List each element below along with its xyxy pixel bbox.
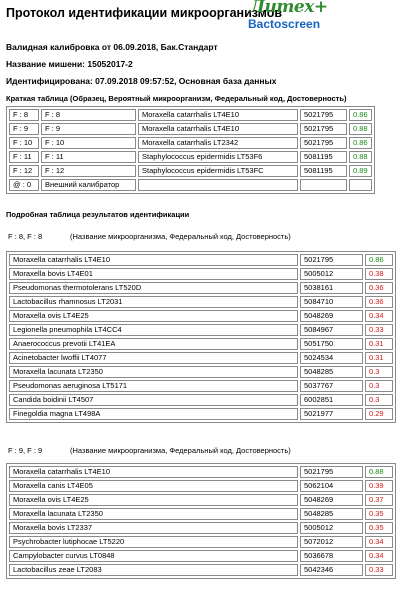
table-row xyxy=(9,268,393,280)
confidence-cell: 0.34 xyxy=(365,310,393,322)
organism-cell: Moraxella bovis LT4E01 xyxy=(9,268,298,280)
organism-cell: Moraxella canis LT4E05 xyxy=(9,480,298,492)
report-header xyxy=(0,0,400,36)
federal-code-cell: 5048285 xyxy=(300,366,363,378)
sample-id-cell: F : 10 xyxy=(9,137,39,149)
organism-cell: Moraxella catarrhalis LT2342 xyxy=(138,137,298,149)
federal-code-cell: 5021795 xyxy=(300,123,347,135)
organism-cell: Moraxella lacunata LT2350 xyxy=(9,508,298,520)
federal-code-cell: 5036678 xyxy=(300,550,363,562)
table-row xyxy=(9,394,393,406)
summary-row xyxy=(9,165,372,177)
federal-code-cell: 5021795 xyxy=(300,466,363,478)
table-row xyxy=(9,508,393,520)
confidence-cell: 0.31 xyxy=(365,352,393,364)
confidence-cell: 0.89 xyxy=(349,165,372,177)
confidence-cell: 0.34 xyxy=(365,536,393,548)
calibration-line: Валидная калибровка от 06.09.2018, Бак.Стандарт xyxy=(6,42,218,52)
federal-code-cell: 5048269 xyxy=(300,310,363,322)
group-label: F : 8, F : 8 xyxy=(8,232,43,241)
confidence-cell: 0.37 xyxy=(365,494,393,506)
sample-id-cell: F : 9 xyxy=(9,123,39,135)
organism-cell: Lactobacillus zeae LT2083 xyxy=(9,564,298,576)
confidence-cell: 0.38 xyxy=(365,268,393,280)
organism-cell: Anaerococcus prevotii LT41EA xyxy=(9,338,298,350)
federal-code-cell: 5081195 xyxy=(300,151,347,163)
organism-cell: Moraxella bovis LT2337 xyxy=(9,522,298,534)
confidence-cell: 0.88 xyxy=(349,151,372,163)
sample-id-cell: F : 8 xyxy=(9,109,39,121)
sample-name-cell: F : 11 xyxy=(41,151,136,163)
table-row xyxy=(9,408,393,420)
organism-cell: Staphylococcus epidermidis LT53F6 xyxy=(138,151,298,163)
confidence-cell: 0.3 xyxy=(365,394,393,406)
confidence-cell: 0.86 xyxy=(349,109,372,121)
organism-cell: Moraxella catarrhalis LT4E10 xyxy=(138,123,298,135)
summary-row xyxy=(9,179,372,191)
organism-cell: Lactobacillus rhamnosus LT2031 xyxy=(9,296,298,308)
sample-name-cell: F : 9 xyxy=(41,123,136,135)
sample-name-cell: F : 12 xyxy=(41,165,136,177)
summary-row xyxy=(9,137,372,149)
group-columns-desc: (Название микроорганизма, Федеральный код, Достоверность) xyxy=(70,446,291,455)
federal-code-cell: 5038161 xyxy=(300,282,363,294)
confidence-cell: 0.3 xyxy=(365,366,393,378)
organism-cell: Moraxella catarrhalis LT4E10 xyxy=(9,466,298,478)
group-table xyxy=(6,251,396,423)
organism-cell: Pseudomonas thermotolerans LT520D xyxy=(9,282,298,294)
organism-cell xyxy=(138,179,298,191)
confidence-cell: 0.34 xyxy=(365,550,393,562)
table-row xyxy=(9,564,393,576)
summary-row xyxy=(9,109,372,121)
litech-logo xyxy=(246,0,328,31)
confidence-cell: 0.33 xyxy=(365,324,393,336)
confidence-cell: 0.36 xyxy=(365,282,393,294)
logo-product-text: Bactoscreen xyxy=(248,17,321,31)
confidence-cell: 0.35 xyxy=(365,522,393,534)
federal-code-cell: 5051750 xyxy=(300,338,363,350)
federal-code-cell: 5062104 xyxy=(300,480,363,492)
organism-cell: Finegoldia magna LT498A xyxy=(9,408,298,420)
sample-name-cell: Внешний калибратор xyxy=(41,179,136,191)
organism-cell: Psychrobacter lutiphocae LT5220 xyxy=(9,536,298,548)
confidence-cell: 0.29 xyxy=(365,408,393,420)
identified-line: Идентифицирована: 07.09.2018 09:57:52, Основная база данных xyxy=(6,76,277,86)
organism-cell: Moraxella catarrhalis LT4E10 xyxy=(9,254,298,266)
sample-id-cell: F : 11 xyxy=(9,151,39,163)
federal-code-cell: 5021977 xyxy=(300,408,363,420)
table-row xyxy=(9,466,393,478)
organism-cell: Staphylococcus epidermidis LT53FC xyxy=(138,165,298,177)
group-header xyxy=(8,446,291,455)
confidence-cell: 0.86 xyxy=(349,137,372,149)
federal-code-cell: 5048285 xyxy=(300,508,363,520)
summary-heading: Краткая таблица (Образец, Вероятный микроорганизм, Федеральный код, Достоверность) xyxy=(6,94,347,103)
confidence-cell: 0.31 xyxy=(365,338,393,350)
confidence-cell: 0.39 xyxy=(365,480,393,492)
sample-id-cell: @ : 0 xyxy=(9,179,39,191)
sample-id-cell: F : 12 xyxy=(9,165,39,177)
report-title: Протокол идентификации микроорганизмов xyxy=(6,6,283,20)
federal-code-cell: 6002851 xyxy=(300,394,363,406)
federal-code-cell: 5072012 xyxy=(300,536,363,548)
federal-code-cell: 5005012 xyxy=(300,522,363,534)
table-row xyxy=(9,296,393,308)
confidence-cell: 0.88 xyxy=(349,123,372,135)
confidence-cell: 0.36 xyxy=(365,296,393,308)
confidence-cell: 0.88 xyxy=(365,466,393,478)
table-row xyxy=(9,324,393,336)
federal-code-cell: 5042346 xyxy=(300,564,363,576)
organism-cell: Pseudomonas aeruginosa LT5171 xyxy=(9,380,298,392)
confidence-cell: 0.35 xyxy=(365,508,393,520)
table-row xyxy=(9,536,393,548)
federal-code-cell: 5021795 xyxy=(300,254,363,266)
federal-code-cell: 5024534 xyxy=(300,352,363,364)
group-table xyxy=(6,463,396,579)
table-row xyxy=(9,338,393,350)
table-row xyxy=(9,310,393,322)
federal-code-cell: 5084967 xyxy=(300,324,363,336)
detail-heading: Подробная таблица результатов идентификации xyxy=(6,210,190,219)
federal-code-cell: 5048269 xyxy=(300,494,363,506)
sample-name-cell: F : 10 xyxy=(41,137,136,149)
confidence-cell xyxy=(349,179,372,191)
organism-cell: Candida boidinii LT4507 xyxy=(9,394,298,406)
confidence-cell: 0.33 xyxy=(365,564,393,576)
summary-table xyxy=(6,106,375,194)
group-header xyxy=(8,232,291,241)
table-row xyxy=(9,550,393,562)
organism-cell: Moraxella lacunata LT2350 xyxy=(9,366,298,378)
confidence-cell: 0.3 xyxy=(365,380,393,392)
federal-code-cell: 5081195 xyxy=(300,165,347,177)
table-row xyxy=(9,282,393,294)
organism-cell: Moraxella catarrhalis LT4E10 xyxy=(138,109,298,121)
organism-cell: Moraxella ovis LT4E25 xyxy=(9,310,298,322)
table-row xyxy=(9,380,393,392)
organism-cell: Moraxella ovis LT4E25 xyxy=(9,494,298,506)
summary-row xyxy=(9,123,372,135)
table-row xyxy=(9,254,393,266)
table-row xyxy=(9,366,393,378)
federal-code-cell: 5005012 xyxy=(300,268,363,280)
summary-row xyxy=(9,151,372,163)
organism-cell: Legionella pneumophila LT4CC4 xyxy=(9,324,298,336)
table-row xyxy=(9,480,393,492)
group-columns-desc: (Название микроорганизма, Федеральный код, Достоверность) xyxy=(70,232,291,241)
confidence-cell: 0.86 xyxy=(365,254,393,266)
sample-name-cell: F : 8 xyxy=(41,109,136,121)
table-row xyxy=(9,522,393,534)
group-label: F : 9, F : 9 xyxy=(8,446,43,455)
federal-code-cell: 5037767 xyxy=(300,380,363,392)
organism-cell: Campylobacter curvus LT0848 xyxy=(9,550,298,562)
federal-code-cell: 5084710 xyxy=(300,296,363,308)
federal-code-cell xyxy=(300,179,347,191)
logo-brand-text: Литех+ xyxy=(250,0,328,17)
card-name-line: Название мишени: 15052017-2 xyxy=(6,59,133,69)
organism-cell: Acinetobacter lwoffii LT4077 xyxy=(9,352,298,364)
table-row xyxy=(9,352,393,364)
table-row xyxy=(9,494,393,506)
federal-code-cell: 5021795 xyxy=(300,109,347,121)
federal-code-cell: 5021795 xyxy=(300,137,347,149)
